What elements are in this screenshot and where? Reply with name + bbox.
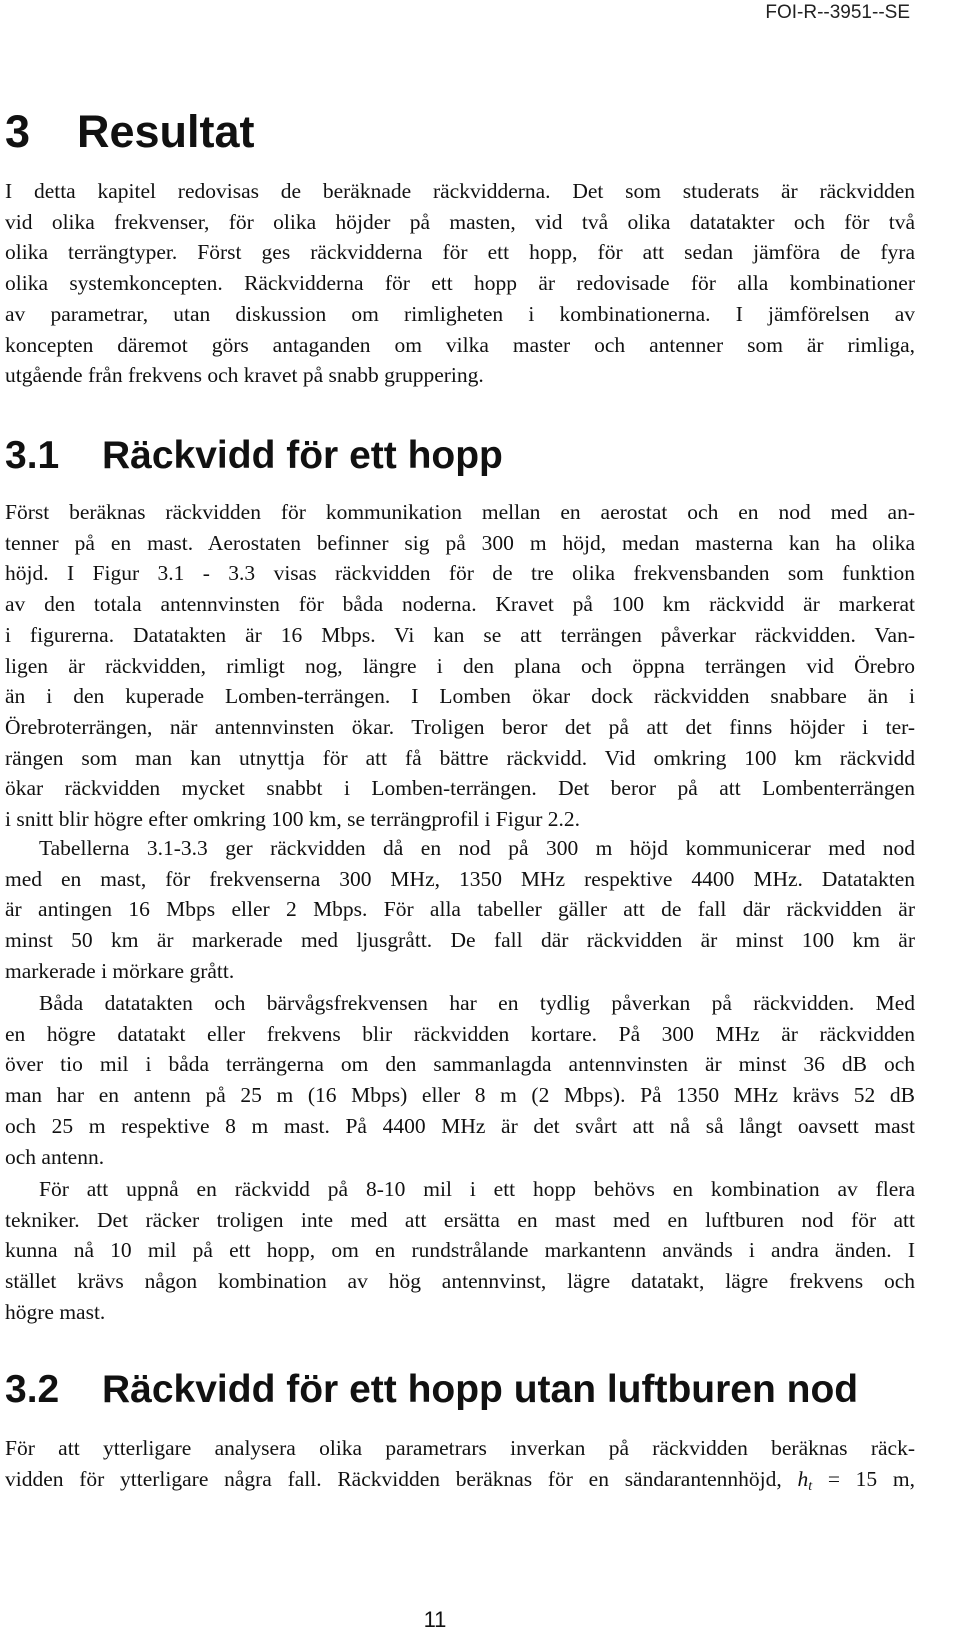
page-number: 11 <box>423 1607 447 1632</box>
text-line: och 25 m respektive 8 m mast. På 4400 MHz är det svårt att nå så långt oavsett mast <box>5 1113 915 1138</box>
text-line: vid olika frekvenser, för olika höjder på masten, vid två olika datatakter och för två <box>5 209 915 234</box>
text-line: tenner på en mast. Aerostaten befinner sig på 300 m höjd, medan masterna kan ha olika <box>5 530 915 555</box>
chapter-intro-paragraph <box>5 176 915 391</box>
text-line: en högre datatakt eller frekvens blir räckvidden kortare. På 300 MHz är räckvidden <box>5 1021 915 1046</box>
text-line: ligen är räckvidden, rimligt nog, längre i den plana och öppna terrängen vid Örebro <box>5 653 915 678</box>
text-line: är antingen 16 Mbps eller 2 Mbps. För alla tabeller gäller att de fall där räckvidden är <box>5 897 915 922</box>
text-line: rängen som man kan utnyttja för att få bättre räckvidd. Vid omkring 100 km räckvidd <box>5 745 915 770</box>
section-3-2-heading <box>5 1366 858 1414</box>
text-line: över tio mil i båda terrängerna om den sammanlagda antennvinsten är minst 36 dB och <box>5 1052 915 1077</box>
text-line: man har en antenn på 25 m (16 Mbps) eller 8 m (2 Mbps). På 1350 MHz krävs 52 dB <box>5 1083 915 1108</box>
text-line: än i den kuperade Lomben-terrängen. I Lomben ökar dock räckvidden snabbare än i <box>5 684 915 709</box>
text-line: koncepten däremot görs antaganden om vilka master och antenner som är rimliga, <box>5 332 915 357</box>
text-line: stället krävs någon kombination av hög antennvinst, lägre datatakt, lägre frekvens och <box>5 1269 915 1294</box>
math-value: = 15 m, <box>827 1466 916 1491</box>
text-line: tekniker. Det räcker troligen inte med att ersätta en mast med en luftburen nod för att <box>5 1207 915 1232</box>
chapter-number: 3 <box>5 106 31 157</box>
math-variable: $h_t$ <box>797 1466 813 1494</box>
text-line: med en mast, för frekvenserna 300 MHz, 1350 MHz respektive 4400 MHz. Datatakten <box>5 866 915 891</box>
text-line: kunna nå 10 mil på ett hopp, om en rundstrålande markantenn används i andra änden. I <box>5 1238 915 1263</box>
chapter-title: Resultat <box>77 106 255 157</box>
text-fragment: vidden för ytterligare några fall. Räckvidden beräknas för en sändarantennhöjd, <box>5 1466 782 1491</box>
section-3-1-paragraph-3 <box>5 988 915 1172</box>
text-line: och antenn. <box>5 1144 105 1169</box>
text-line: höjd. I Figur 3.1 - 3.3 visas räckvidden för de tre olika frekvensbanden som funktion <box>5 561 915 586</box>
text-line: markerade i mörkare grått. <box>5 958 235 983</box>
text-line: i snitt blir högre efter omkring 100 km, se terrängprofil i Figur 2.2. <box>5 807 581 832</box>
text-line: olika terrängtyper. Först ges räckvidderna för ett hopp, för att sedan jämföra de fyra <box>5 240 915 265</box>
text-line: Tabellerna 3.1-3.3 ger räckvidden då en nod på 300 m höjd kommunicerar med nod <box>39 836 915 860</box>
section-3-1-paragraph-4 <box>5 1174 915 1328</box>
text-line: För att uppnå en räckvidd på 8-10 mil i ett hopp behövs en kombination av flera <box>39 1177 915 1201</box>
text-line: minst 50 km är markerade med ljusgrått. De fall där räckvidden är minst 100 km är <box>5 928 915 953</box>
text-line: Först beräknas räckvidden för kommunikation mellan en aerostat och en nod med an- <box>5 500 915 524</box>
text-line: ökar räckvidden mycket snabbt i Lomben-terrängen. Det beror på att Lombenterrängen <box>5 776 915 801</box>
chapter-heading <box>5 104 255 160</box>
text-line: Örebroterrängen, när antennvinsten ökar. Troligen beror det på att det finns höjder i ter- <box>5 714 915 739</box>
section-title: Räckvidd för ett hopp <box>102 434 503 477</box>
text-line: För att ytterligare analysera olika parametrars inverkan på räckvidden beräknas räck- <box>5 1436 915 1460</box>
section-number: 3.2 <box>5 1368 60 1411</box>
text-line: I detta kapitel redovisas de beräknade räckvidderna. Det som studerats är räckvidden <box>5 179 915 203</box>
text-line <box>5 1464 915 1503</box>
text-line: i figurerna. Datatakten är 16 Mbps. Vi kan se att terrängen påverkar räckvidden. Van- <box>5 622 915 647</box>
text-line: olika systemkoncepten. Räckvidderna för ett hopp är redovisade för alla kombinationer <box>5 271 915 296</box>
section-3-1-paragraph-2 <box>5 833 915 987</box>
text-line: av parametrar, utan diskussion om rimligheten i kombinationerna. I jämförelsen av <box>5 301 915 326</box>
text-line: högre mast. <box>5 1299 106 1324</box>
section-number: 3.1 <box>5 434 60 477</box>
text-line: Båda datatakten och bärvågsfrekvensen har en tydlig påverkan på räckvidden. Med <box>39 991 915 1015</box>
text-line: utgående från frekvens och kravet på snabb gruppering. <box>5 363 484 388</box>
section-3-1-paragraph-1 <box>5 497 915 835</box>
text-line: av den totala antennvinsten för båda noderna. Kravet på 100 km räckvidd är markerat <box>5 592 915 617</box>
section-title: Räckvidd för ett hopp utan luftburen nod <box>102 1368 859 1411</box>
report-id: FOI-R--3951--SE <box>765 2 910 23</box>
section-3-1-heading <box>5 432 503 480</box>
section-3-2-paragraph <box>5 1433 915 1502</box>
